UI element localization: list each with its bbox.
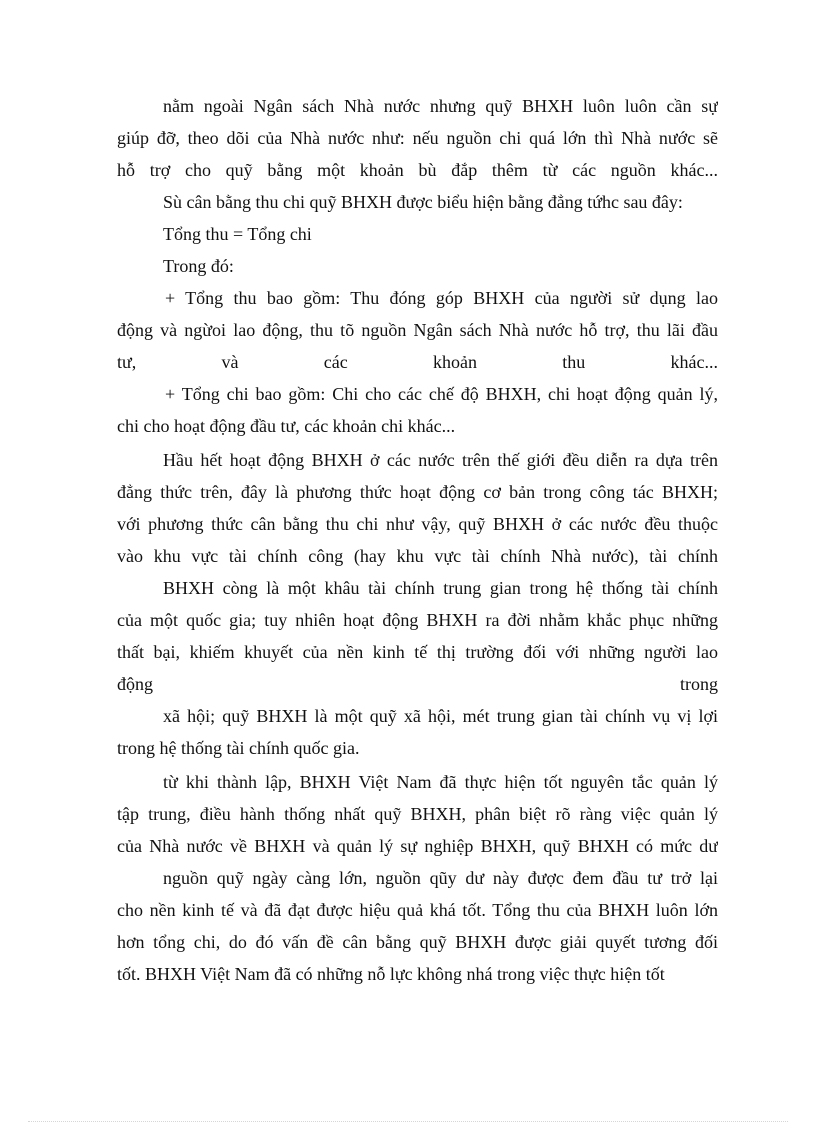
text-line: chi cho hoạt động đầu tư, các khoản chi khác...: [117, 416, 456, 436]
text-line: BHXH còng là một khâu tài chính trung gian trong hệ thống tài chính: [163, 578, 718, 598]
text-line: nằm ngoài Ngân sách Nhà nước nhưng quỹ BHXH luôn luôn cần sự: [163, 96, 718, 116]
text-line: giúp đỡ, theo dõi của Nhà nước như: nếu nguồn chi quá lớn thì Nhà nước sẽ: [117, 128, 718, 148]
text-line: tập trung, điều hành thống nhất quỹ BHXH, phân biệt rõ ràng việc quản lý: [117, 804, 718, 824]
text-line: trong hệ thống tài chính quốc gia.: [117, 738, 360, 758]
page-bottom-divider: [28, 1121, 788, 1122]
text-line: hỗ trợ cho quỹ bằng một khoản bù đắp thêm từ các nguồn khác...: [117, 160, 718, 180]
text-line: đẳng thức trên, đây là phương thức hoạt động cơ bản trong công tác BHXH;: [117, 482, 718, 502]
text-line: xã hội; quỹ BHXH là một quỹ xã hội, mét trung gian tài chính vụ vị lợi: [163, 706, 718, 726]
text-line: Sù cân bằng thu chi quỹ BHXH được biểu hiện bằng đẳng tứhc sau đây:: [163, 192, 683, 212]
text-line: thất bại, khiếm khuyết của nền kinh tế thị trường đối với những người lao: [117, 642, 718, 662]
text-line: từ khi thành lập, BHXH Việt Nam đã thực hiện tốt nguyên tắc quản lý: [163, 772, 718, 792]
text-line: + Tổng thu bao gồm: Thu đóng góp BHXH của người sử dụng lao: [165, 288, 718, 308]
text-line: động trong: [117, 674, 718, 694]
text-line: nguồn quỹ ngày càng lớn, nguồn qũy dư này được đem đầu tư trở lại: [163, 868, 718, 888]
text-line: Hầu hết hoạt động BHXH ở các nước trên thế giới đều diễn ra dựa trên: [163, 450, 718, 470]
text-line: vào khu vực tài chính công (hay khu vực tài chính Nhà nước), tài chính: [117, 546, 718, 566]
text-line: tư, và các khoản thu khác...: [117, 352, 718, 372]
text-line: của Nhà nước về BHXH và quản lý sự nghiệp BHXH, quỹ BHXH có mức dư: [117, 836, 718, 856]
text-line: với phương thức cân bằng thu chi như vậy, quỹ BHXH ở các nước đều thuộc: [117, 514, 718, 534]
text-line: cho nền kinh tế và đã đạt được hiệu quả khá tốt. Tổng thu của BHXH luôn lớn: [117, 900, 718, 920]
text-line: hơn tổng chi, do đó vấn đề cân bằng quỹ BHXH được giải quyết tương đối: [117, 932, 718, 952]
text-line: Tổng thu = Tổng chi: [163, 224, 312, 244]
text-line: + Tổng chi bao gồm: Chi cho các chế độ BHXH, chi hoạt động quản lý,: [165, 384, 718, 404]
text-line: Trong đó:: [163, 256, 234, 276]
text-line: tốt. BHXH Việt Nam đã có những nỗ lực không nhá trong việc thực hiện tốt: [117, 964, 665, 984]
text-line: động và ngừoi lao động, thu tõ nguồn Ngân sách Nhà nước hỗ trợ, thu lãi đầu: [117, 320, 718, 340]
text-line: của một quốc gia; tuy nhiên hoạt động BHXH ra đời nhằm khắc phục những: [117, 610, 718, 630]
